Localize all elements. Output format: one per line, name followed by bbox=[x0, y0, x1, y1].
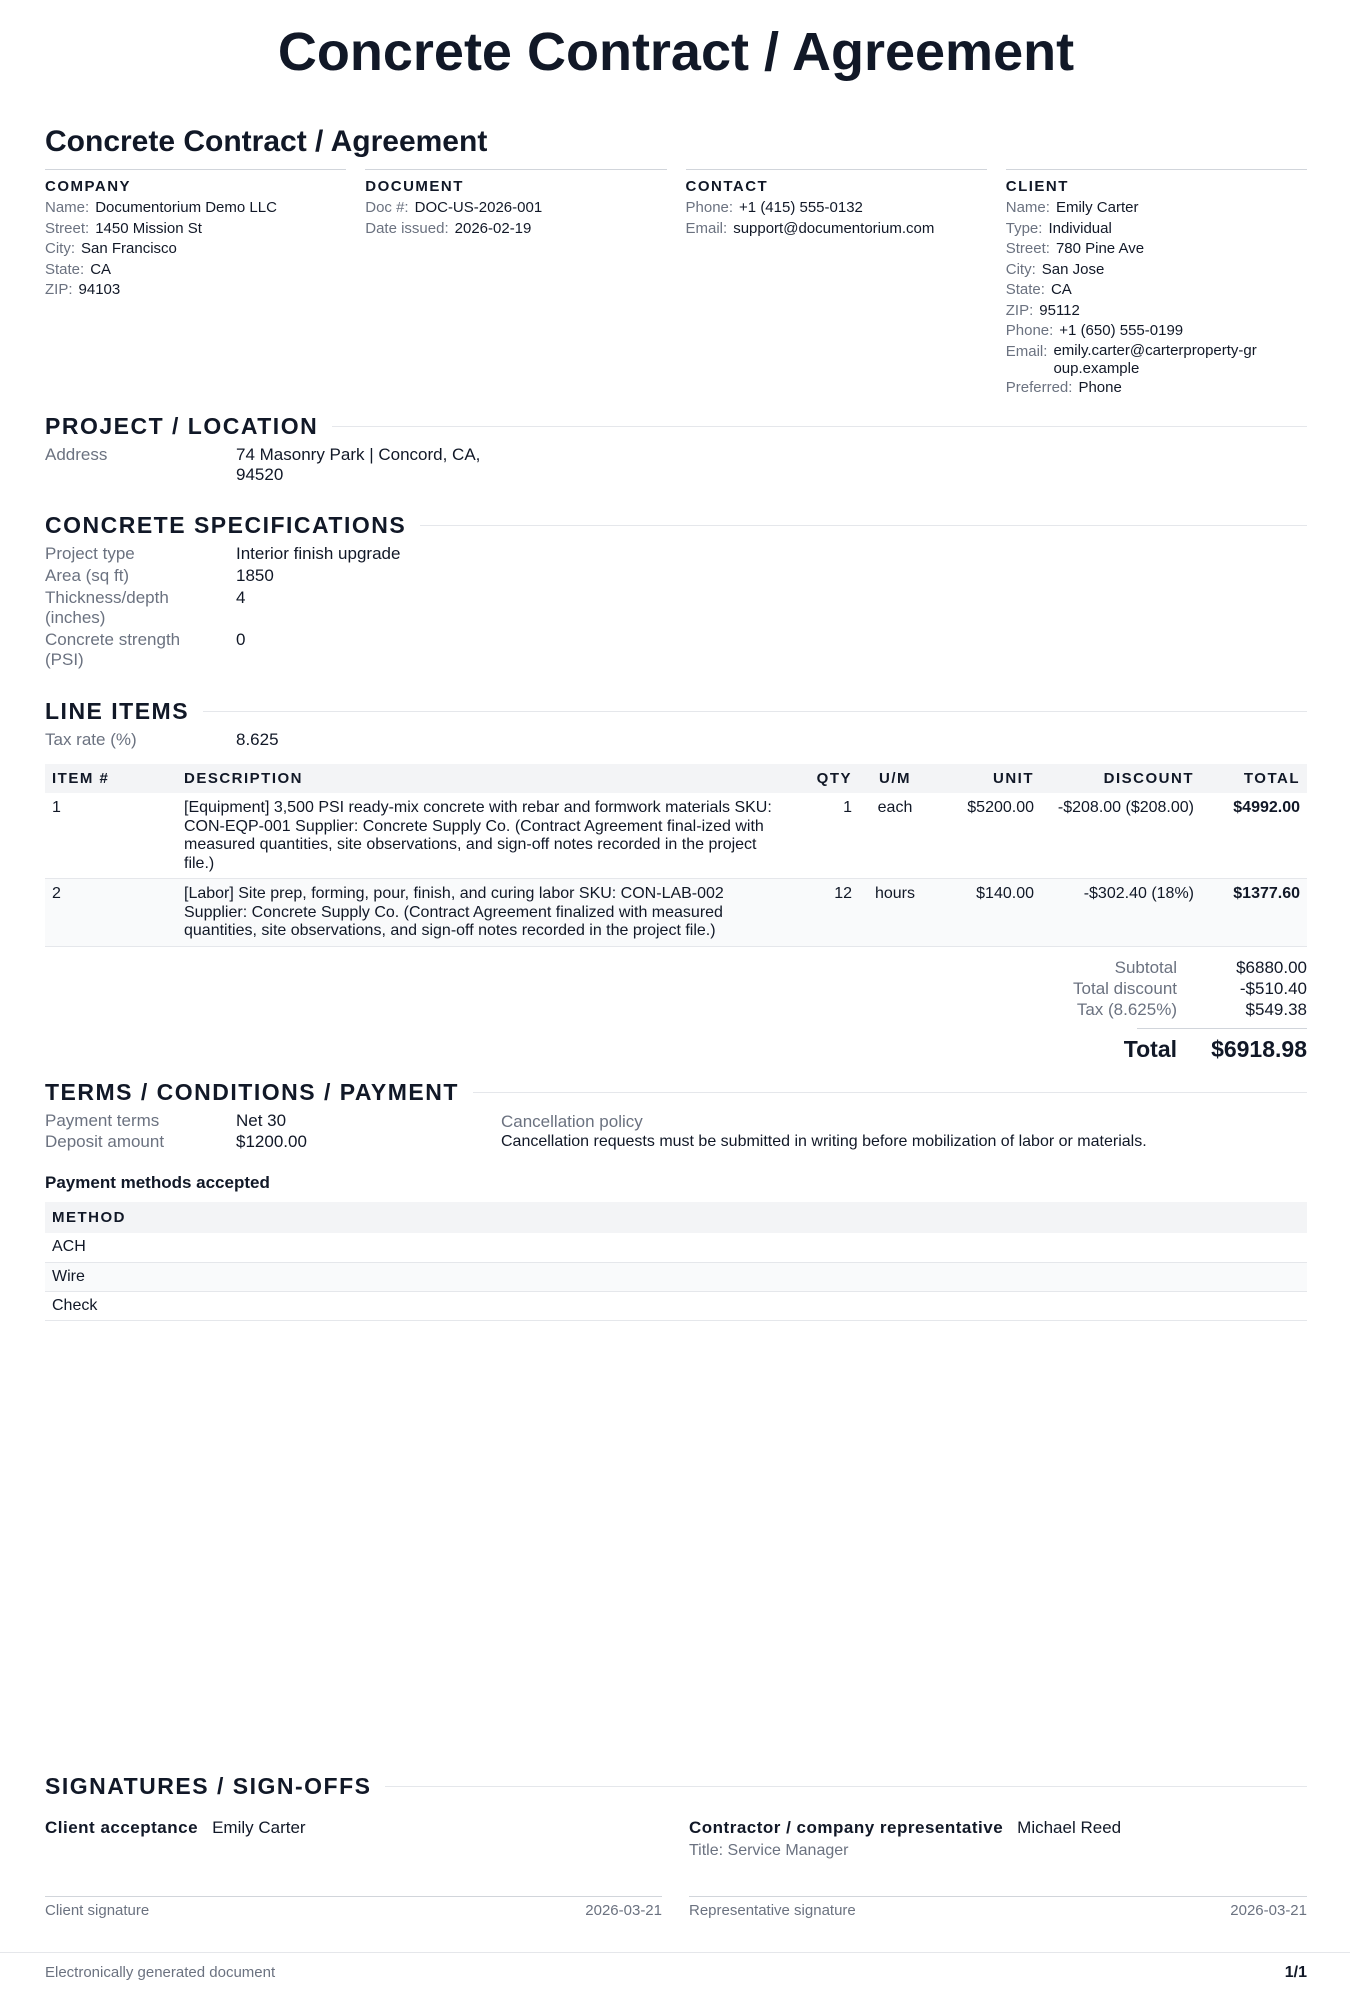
contact-row bbox=[686, 219, 987, 240]
section-title: TERMS / CONDITIONS / PAYMENT bbox=[45, 1078, 459, 1105]
item-um: each bbox=[859, 793, 931, 879]
totals-block bbox=[1007, 957, 1307, 1065]
field-value: +1 (415) 555-0132 bbox=[739, 199, 863, 216]
subtotal-value: $6880.00 bbox=[1236, 958, 1307, 977]
table-row bbox=[45, 879, 1307, 947]
section-title: CONCRETE SPECIFICATIONS bbox=[45, 511, 407, 538]
client-row bbox=[1006, 198, 1307, 219]
footer-divider bbox=[0, 1952, 1350, 1953]
field-value: Phone bbox=[1078, 378, 1122, 396]
payment-terms-row bbox=[45, 1111, 496, 1131]
terms-section-heading bbox=[45, 1077, 1307, 1107]
col-header-description: DESCRIPTION bbox=[177, 764, 797, 793]
subtotal-row bbox=[1007, 957, 1307, 978]
document-title: Concrete Contract / Agreement bbox=[277, 22, 1075, 82]
document-row bbox=[365, 198, 666, 219]
table-row bbox=[45, 1262, 1307, 1291]
tax-label: Tax (8.625%) bbox=[1076, 1000, 1177, 1019]
totals-divider bbox=[1137, 1028, 1307, 1029]
total-label: Total bbox=[1123, 1036, 1177, 1062]
client-row bbox=[1006, 239, 1307, 260]
client-row bbox=[1006, 342, 1307, 378]
table-header-row bbox=[45, 1202, 1307, 1233]
rep-signature-block bbox=[689, 1818, 1307, 1919]
payment-terms-value: Net 30 bbox=[236, 1111, 287, 1130]
client-signature-date: 2026-03-21 bbox=[585, 1902, 662, 1919]
field-label: State: bbox=[1005, 281, 1045, 298]
address-label: Address bbox=[45, 445, 108, 464]
tax-value: $549.38 bbox=[1245, 1000, 1307, 1019]
rep-title: Title: Service Manager bbox=[689, 1842, 849, 1859]
field-value: 780 Pine Ave bbox=[1055, 240, 1145, 257]
company-row bbox=[45, 198, 346, 219]
cancellation-label: Cancellation policy bbox=[501, 1112, 643, 1131]
company-block bbox=[45, 169, 346, 398]
field-label: Phone: bbox=[685, 199, 734, 216]
field-label: Name: bbox=[45, 199, 90, 216]
company-row bbox=[45, 219, 346, 240]
field-value: CA bbox=[90, 260, 112, 278]
client-row bbox=[1006, 301, 1307, 322]
field-value: emily.carter@carterproperty-group.example bbox=[1053, 341, 1257, 377]
spec-label: Area (sq ft) bbox=[45, 566, 130, 585]
document-heading: DOCUMENT bbox=[365, 178, 464, 195]
field-label: Type: bbox=[1005, 219, 1043, 237]
spec-value: Interior finish upgrade bbox=[236, 544, 401, 563]
item-unit-price: $5200.00 bbox=[931, 793, 1041, 879]
col-header-um: U/M bbox=[859, 764, 931, 793]
spec-label: Project type bbox=[45, 544, 135, 563]
line-items-table bbox=[45, 764, 1307, 947]
info-grid bbox=[45, 169, 1307, 398]
section-title: LINE ITEMS bbox=[45, 697, 190, 724]
company-row bbox=[45, 280, 346, 301]
client-row bbox=[1006, 378, 1307, 399]
field-label: City: bbox=[1005, 260, 1036, 278]
field-label: Email: bbox=[1005, 342, 1048, 360]
payment-method: ACH bbox=[45, 1233, 1307, 1262]
grand-total-row bbox=[1007, 1033, 1307, 1065]
field-label: Phone: bbox=[1005, 322, 1054, 339]
spec-row bbox=[45, 544, 496, 564]
deposit-value: $1200.00 bbox=[236, 1132, 307, 1151]
field-value: CA bbox=[1050, 281, 1072, 298]
client-row bbox=[1006, 321, 1307, 342]
col-header-total: TOTAL bbox=[1201, 764, 1307, 793]
total-value: $6918.98 bbox=[1211, 1036, 1307, 1062]
company-row bbox=[45, 239, 346, 260]
document-page bbox=[45, 0, 1307, 1919]
spec-value: 1850 bbox=[236, 566, 274, 585]
tax-rate-label: Tax rate (%) bbox=[45, 730, 137, 749]
item-total: $1377.60 bbox=[1201, 879, 1307, 947]
field-label: Street: bbox=[1005, 240, 1050, 257]
divider bbox=[385, 1786, 1307, 1787]
discount-value: -$510.40 bbox=[1239, 979, 1307, 998]
field-label: State: bbox=[45, 260, 85, 278]
field-label: ZIP: bbox=[45, 281, 73, 298]
rep-signature-date: 2026-03-21 bbox=[1230, 1902, 1307, 1919]
spec-value: 0 bbox=[236, 630, 246, 649]
line-items-section-heading bbox=[45, 696, 1307, 726]
table-row bbox=[45, 793, 1307, 879]
field-value: Documentorium Demo LLC bbox=[95, 199, 277, 216]
rep-signature-line bbox=[689, 1896, 1307, 1897]
spec-row bbox=[45, 630, 496, 670]
spec-value: 4 bbox=[236, 588, 246, 607]
client-row bbox=[1006, 280, 1307, 301]
contact-heading: CONTACT bbox=[685, 178, 769, 195]
field-value: Individual bbox=[1048, 219, 1112, 237]
footer-note: Electronically generated document bbox=[45, 1964, 276, 1981]
page-footer bbox=[45, 1964, 1307, 1982]
specs-section-heading bbox=[45, 510, 1307, 540]
subtotal-label: Subtotal bbox=[1114, 958, 1177, 977]
item-unit-price: $140.00 bbox=[931, 879, 1041, 947]
item-number: 1 bbox=[45, 793, 177, 879]
deposit-row bbox=[45, 1132, 496, 1152]
field-label: Date issued: bbox=[365, 219, 449, 237]
payment-methods-table bbox=[45, 1202, 1307, 1321]
field-label: Street: bbox=[45, 219, 90, 237]
deposit-label: Deposit amount bbox=[45, 1132, 165, 1151]
payment-terms-label: Payment terms bbox=[45, 1111, 160, 1130]
col-header-item: ITEM # bbox=[45, 764, 177, 793]
spec-label: Thickness/depth (inches) bbox=[45, 588, 169, 627]
client-name: Emily Carter bbox=[212, 1818, 306, 1837]
cancellation-text: Cancellation requests must be submitted in writing before mobilization of labor or materials. bbox=[501, 1133, 1147, 1150]
project-section-heading bbox=[45, 411, 1307, 441]
col-header-discount: DISCOUNT bbox=[1041, 764, 1201, 793]
field-value: 2026-02-19 bbox=[454, 219, 532, 237]
col-header-unit: UNIT bbox=[931, 764, 1041, 793]
table-row bbox=[45, 1233, 1307, 1262]
discount-row bbox=[1007, 978, 1307, 999]
field-value: support@documentorium.com bbox=[733, 219, 935, 237]
rep-signature-footer bbox=[689, 1902, 1307, 1919]
client-signature-block bbox=[45, 1818, 662, 1919]
field-label: Doc #: bbox=[365, 199, 409, 216]
field-value: San Francisco bbox=[81, 240, 177, 257]
signatures-section-heading bbox=[45, 1771, 1307, 1801]
item-qty: 12 bbox=[797, 879, 859, 947]
tax-row bbox=[1007, 999, 1307, 1020]
tax-rate-value: 8.625 bbox=[236, 730, 279, 749]
item-description: [Equipment] 3,500 PSI ready-mix concrete with rebar and formwork materials SKU: CON-EQP-001 Supplier: Concrete Supply Co. (Contract Agreement final-ized with measured quantities, site observations, and sign-off notes recorded in the project file.) bbox=[177, 793, 797, 879]
field-label: ZIP: bbox=[1005, 301, 1034, 319]
table-header-row bbox=[45, 764, 1307, 793]
item-discount: -$302.40 (18%) bbox=[1041, 879, 1201, 947]
document-block bbox=[365, 169, 666, 398]
company-row bbox=[45, 260, 346, 281]
item-description: [Labor] Site prep, forming, pour, finish, and curing labor SKU: CON-LAB-002 Supplier: Concrete Supply Co. (Contract Agreement finalized with measured quantities, site observations, and sign-off notes recorded in the project file.) bbox=[177, 879, 797, 947]
field-value: +1 (650) 555-0199 bbox=[1059, 322, 1184, 339]
field-value: Emily Carter bbox=[1055, 199, 1139, 216]
client-signature-line bbox=[45, 1896, 662, 1897]
payment-methods-title: Payment methods accepted bbox=[45, 1173, 270, 1192]
client-row bbox=[1006, 219, 1307, 240]
section-title: SIGNATURES / SIGN-OFFS bbox=[45, 1772, 372, 1799]
client-signature-footer bbox=[45, 1902, 662, 1919]
field-label: Name: bbox=[1005, 199, 1050, 216]
field-value: 94103 bbox=[78, 281, 121, 298]
divider bbox=[420, 525, 1307, 526]
field-value: DOC-US-2026-001 bbox=[414, 199, 543, 216]
divider bbox=[332, 426, 1307, 427]
field-value: San Jose bbox=[1041, 260, 1105, 278]
divider bbox=[203, 711, 1307, 712]
company-heading: COMPANY bbox=[45, 178, 132, 195]
field-label: Preferred: bbox=[1005, 378, 1073, 396]
client-block bbox=[1006, 169, 1307, 398]
col-header-method: METHOD bbox=[45, 1202, 1307, 1233]
specs-list bbox=[45, 544, 496, 670]
client-acceptance-label: Client acceptance bbox=[45, 1818, 199, 1837]
payment-method: Check bbox=[45, 1291, 1307, 1320]
contact-row bbox=[686, 198, 987, 219]
table-row bbox=[45, 1291, 1307, 1320]
payment-method: Wire bbox=[45, 1262, 1307, 1291]
item-um: hours bbox=[859, 879, 931, 947]
document-row bbox=[365, 219, 666, 240]
field-label: Email: bbox=[685, 219, 728, 237]
spec-row bbox=[45, 566, 496, 586]
rep-name: Michael Reed bbox=[1017, 1818, 1122, 1837]
discount-label: Total discount bbox=[1073, 979, 1177, 998]
contact-block bbox=[686, 169, 987, 398]
address-value: 74 Masonry Park | Concord, CA, 94520 bbox=[236, 445, 481, 484]
spec-label: Concrete strength (PSI) bbox=[45, 630, 181, 669]
terms-left bbox=[45, 1111, 496, 1152]
section-title: PROJECT / LOCATION bbox=[45, 412, 319, 439]
divider bbox=[473, 1092, 1307, 1093]
client-heading: CLIENT bbox=[1005, 178, 1069, 195]
rep-label: Contractor / company representative bbox=[689, 1818, 1004, 1837]
field-value: 95112 bbox=[1039, 301, 1080, 319]
field-value: 1450 Mission St bbox=[95, 219, 202, 237]
client-signature-label: Client signature bbox=[45, 1902, 150, 1919]
item-qty: 1 bbox=[797, 793, 859, 879]
item-number: 2 bbox=[45, 879, 177, 947]
document-subtitle: Concrete Contract / Agreement bbox=[45, 125, 488, 158]
item-discount: -$208.00 ($208.00) bbox=[1041, 793, 1201, 879]
tax-rate-row bbox=[45, 730, 496, 750]
col-header-qty: QTY bbox=[797, 764, 859, 793]
page-number: 1/1 bbox=[1284, 1964, 1307, 1981]
spec-row bbox=[45, 588, 496, 628]
rep-signature-label: Representative signature bbox=[689, 1902, 856, 1919]
project-address-row bbox=[45, 445, 496, 485]
field-label: City: bbox=[45, 240, 75, 257]
client-row bbox=[1006, 260, 1307, 281]
cancellation-block bbox=[501, 1111, 1307, 1152]
item-total: $4992.00 bbox=[1201, 793, 1307, 879]
